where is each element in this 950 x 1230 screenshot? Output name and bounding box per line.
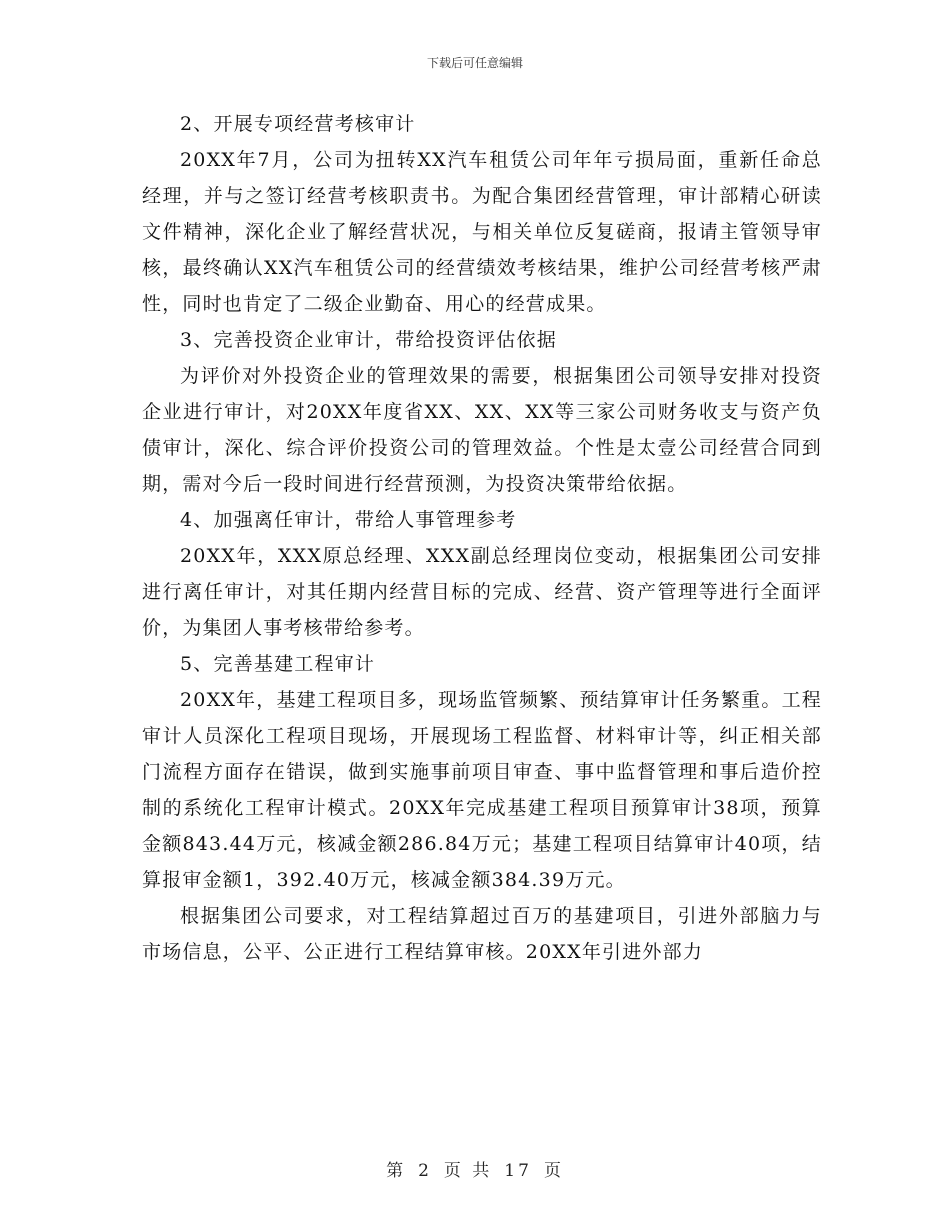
footer-total-pages: 17 [504, 1161, 532, 1181]
footer-prefix: 第 [386, 1161, 407, 1181]
body-paragraph: 20XX年7月，公司为扭转XX汽车租赁公司年年亏损局面，重新任命总经理，并与之签订经营考核职责书。为配合集团经营管理，审计部精心研读文件精神，深化企业了解经营状况，与相关单位反复磋商，报请主管领导审核，最终确认XX汽车租赁公司的经营绩效考核结果，维护公司经营考核严肃性，同时也肯定了二级企业勤奋、用心的经营成果。 [142, 149, 822, 315]
section-heading: 5、完善基建工程审计 [180, 653, 376, 675]
page-header: 下载后可任意编辑 [426, 56, 523, 70]
footer-middle: 页 共 [443, 1161, 493, 1181]
footer-suffix: 页 [543, 1161, 564, 1181]
body-paragraph: 为评价对外投资企业的管理效果的需要，根据集团公司领导安排对投资企业进行审计，对20XX年度省XX、XX、XX等三家公司财务收支与资产负债审计，深化、综合评价投资公司的管理效益。个性是太壹公司经营合同到期，需对今后一段时间进行经营预测，为投资决策带给依据。 [142, 365, 822, 495]
footer-page-number: 2 [418, 1161, 432, 1181]
page-footer [0, 1156, 950, 1181]
section-heading: 4、加强离任审计，带给人事管理参考 [180, 509, 517, 531]
document-body [142, 106, 822, 970]
body-paragraph: 20XX年，XXX原总经理、XXX副总经理岗位变动，根据集团公司安排进行离任审计，对其任期内经营目标的完成、经营、资产管理等进行全面评价，为集团人事考核带给参考。 [142, 545, 822, 639]
body-paragraph: 20XX年，基建工程项目多，现场监管频繁、预结算审计任务繁重。工程审计人员深化工程项目现场，开展现场工程监督、材料审计等，纠正相关部门流程方面存在错误，做到实施事前项目审查、事中监督管理和事后造价控制的系统化工程审计模式。20XX年完成基建工程项目预算审计38项，预算金额843.44万元，核减金额286.84万元；基建工程项目结算审计40项，结算报审金额1，392.40万元，核减金额384.39万元。 [142, 689, 822, 891]
body-paragraph: 根据集团公司要求，对工程结算超过百万的基建项目，引进外部脑力与市场信息，公平、公正进行工程结算审核。20XX年引进外部力 [142, 905, 822, 963]
section-heading: 3、完善投资企业审计，带给投资评估依据 [180, 329, 557, 351]
section-heading: 2、开展专项经营考核审计 [180, 113, 416, 135]
